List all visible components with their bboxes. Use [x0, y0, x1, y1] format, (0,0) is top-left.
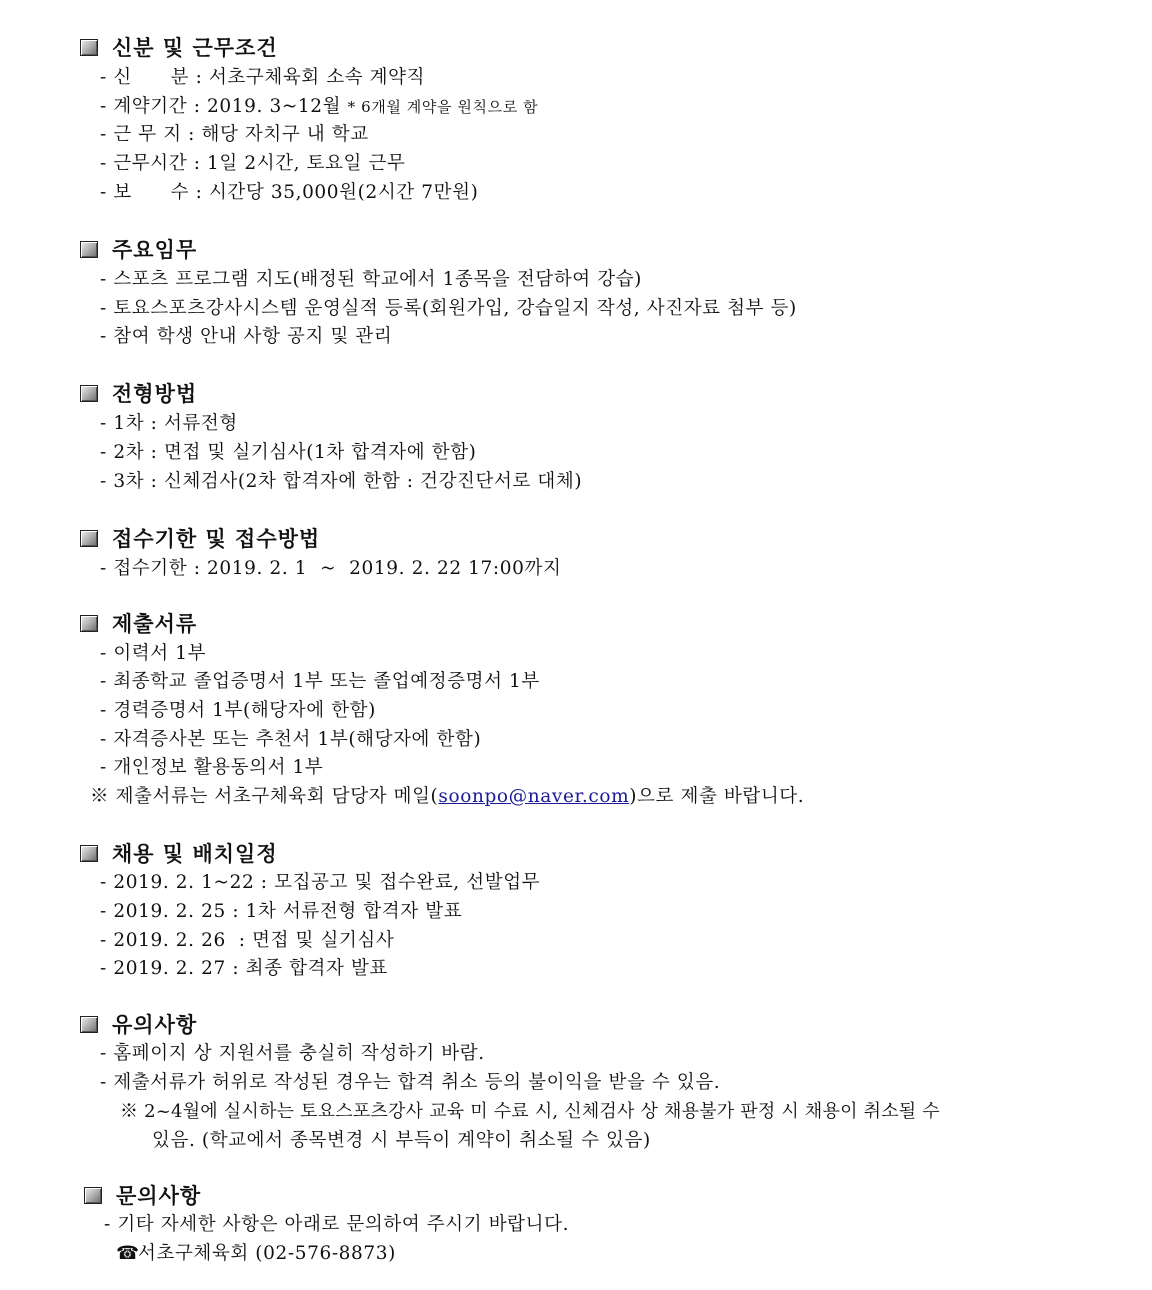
email-link[interactable]: soonpo@naver.com — [438, 786, 630, 807]
section-title: 채용 및 배치일정 — [112, 841, 278, 866]
section-title: 신분 및 근무조건 — [112, 35, 278, 60]
square-bullet-icon — [80, 385, 98, 402]
list-item: - 자격증사본 또는 추천서 1부(해당자에 한함) — [100, 729, 482, 750]
list-item: - 이력서 1부 — [100, 643, 207, 664]
square-bullet-icon — [80, 1016, 98, 1033]
warning-note: ※ 2~4월에 실시하는 토요스포츠강사 교육 미 수료 시, 신체검사 상 채용불가 판정 시 채용이 취소될 수 — [120, 1101, 940, 1122]
square-bullet-icon — [80, 530, 98, 547]
square-bullet-icon — [84, 1187, 102, 1204]
section-title: 유의사항 — [112, 1012, 198, 1037]
list-item: - 신 분 : 서초구체육회 소속 계약직 — [100, 67, 426, 88]
section-heading — [84, 1181, 201, 1209]
section-heading — [80, 1010, 197, 1038]
list-item: - 2019. 2. 26 : 면접 및 실기심사 — [100, 930, 395, 951]
list-item: - 2차 : 면접 및 실기심사(1차 합격자에 한함) — [100, 442, 477, 463]
section-heading — [80, 839, 278, 867]
section-title: 전형방법 — [112, 381, 198, 406]
contract-note: * 6개월 계약을 원칙으로 함 — [347, 98, 539, 116]
warning-note-continued: 있음. (학교에서 종목변경 시 부득이 계약이 취소될 수 있음) — [152, 1130, 651, 1151]
section-heading — [80, 524, 320, 552]
list-item: - 보 수 : 시간당 35,000원(2시간 7만원) — [100, 182, 479, 203]
list-item: - 1차 : 서류전형 — [100, 413, 238, 434]
list-item: - 토요스포츠강사시스템 운영실적 등록(회원가입, 강습일지 작성, 사진자료 첨부 등) — [100, 298, 797, 319]
list-item: - 스포츠 프로그램 지도(배정된 학교에서 1종목을 전담하여 강습) — [100, 269, 642, 290]
section-heading — [80, 33, 278, 61]
list-item: - 접수기한 : 2019. 2. 1 ~ 2019. 2. 22 17:00까지 — [100, 558, 562, 579]
note-prefix: ※ 제출서류는 서초구체육회 담당자 메일( — [90, 786, 439, 807]
section-heading — [80, 379, 197, 407]
list-item: - 2019. 2. 25 : 1차 서류전형 합격자 발표 — [100, 901, 463, 922]
square-bullet-icon — [80, 615, 98, 632]
list-item: - 개인정보 활용동의서 1부 — [100, 757, 324, 778]
list-item: - 참여 학생 안내 사항 공지 및 관리 — [100, 326, 393, 347]
list-item: - 최종학교 졸업증명서 1부 또는 졸업예정증명서 1부 — [100, 671, 540, 692]
phone-icon: ☎ — [116, 1243, 140, 1264]
list-item: - 근 무 지 : 해당 자치구 내 학교 — [100, 124, 369, 145]
contract-period: - 계약기간 : 2019. 3~12월 — [100, 96, 348, 117]
section-title: 접수기한 및 접수방법 — [112, 526, 321, 551]
square-bullet-icon — [80, 845, 98, 862]
section-heading — [80, 235, 197, 263]
submission-note — [90, 785, 804, 809]
list-item: - 제출서류가 허위로 작성된 경우는 합격 취소 등의 불이익을 받을 수 있음. — [100, 1072, 721, 1093]
list-item: - 기타 자세한 사항은 아래로 문의하여 주시기 바랍니다. — [104, 1214, 570, 1235]
list-item: - 경력증명서 1부(해당자에 한함) — [100, 700, 376, 721]
contact-info: 서초구체육회 (02-576-8873) — [138, 1243, 396, 1264]
list-item: - 2019. 2. 1~22 : 모집공고 및 접수완료, 선발업무 — [100, 872, 541, 893]
square-bullet-icon — [80, 39, 98, 56]
list-item: - 홈페이지 상 지원서를 충실히 작성하기 바람. — [100, 1043, 485, 1064]
square-bullet-icon — [80, 241, 98, 258]
note-suffix: )으로 제출 바랍니다. — [629, 786, 805, 807]
list-item: - 2019. 2. 27 : 최종 합격자 발표 — [100, 958, 388, 979]
contact-line — [116, 1242, 396, 1266]
section-title: 문의사항 — [116, 1183, 202, 1208]
list-item: - 3차 : 신체검사(2차 합격자에 한함 : 건강진단서로 대체) — [100, 471, 583, 492]
list-item: - 근무시간 : 1일 2시간, 토요일 근무 — [100, 153, 406, 174]
section-title: 주요임무 — [112, 237, 198, 262]
list-item — [100, 95, 538, 119]
section-title: 제출서류 — [112, 611, 198, 636]
section-heading — [80, 609, 197, 637]
